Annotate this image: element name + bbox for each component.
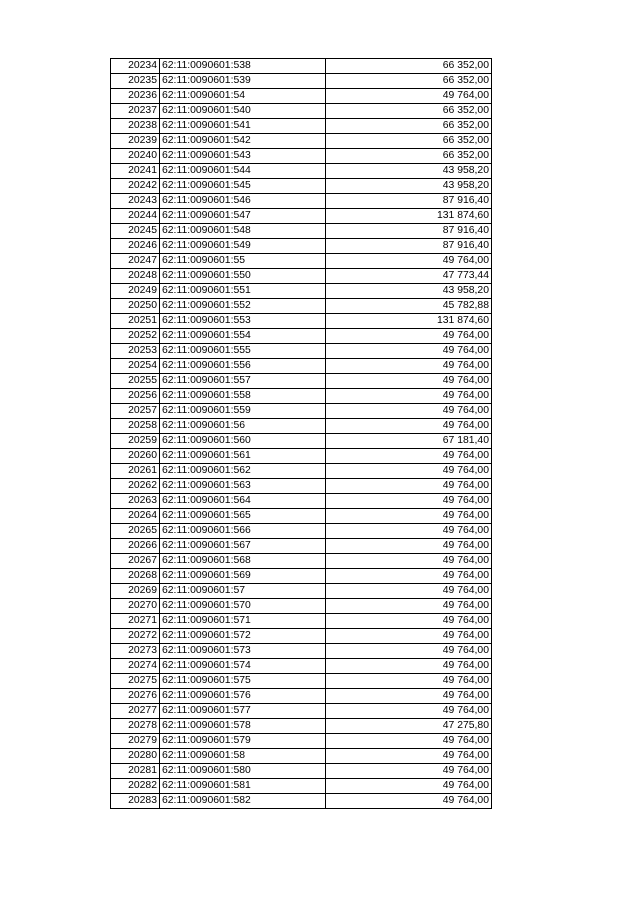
table-row xyxy=(111,254,492,269)
cadastral-number-cell: 62:11:0090601:544 xyxy=(160,164,326,179)
cadastral-number-cell: 62:11:0090601:573 xyxy=(160,644,326,659)
cadastral-number-cell: 62:11:0090601:558 xyxy=(160,389,326,404)
row-number-cell: 20239 xyxy=(111,134,160,149)
value-cell: 49 764,00 xyxy=(326,629,492,644)
cadastral-number-cell: 62:11:0090601:538 xyxy=(160,59,326,74)
table-row xyxy=(111,359,492,374)
value-cell: 43 958,20 xyxy=(326,179,492,194)
row-number-cell: 20250 xyxy=(111,299,160,314)
table-row xyxy=(111,299,492,314)
value-cell: 49 764,00 xyxy=(326,779,492,794)
value-cell: 49 764,00 xyxy=(326,464,492,479)
row-number-cell: 20259 xyxy=(111,434,160,449)
row-number-cell: 20238 xyxy=(111,119,160,134)
table-row xyxy=(111,479,492,494)
value-cell: 49 764,00 xyxy=(326,479,492,494)
cadastral-number-cell: 62:11:0090601:582 xyxy=(160,794,326,809)
value-cell: 45 782,88 xyxy=(326,299,492,314)
value-cell: 49 764,00 xyxy=(326,599,492,614)
table-row xyxy=(111,344,492,359)
table-row xyxy=(111,164,492,179)
value-cell: 49 764,00 xyxy=(326,494,492,509)
table-row xyxy=(111,209,492,224)
row-number-cell: 20248 xyxy=(111,269,160,284)
table-row xyxy=(111,104,492,119)
row-number-cell: 20273 xyxy=(111,644,160,659)
cadastral-number-cell: 62:11:0090601:580 xyxy=(160,764,326,779)
row-number-cell: 20266 xyxy=(111,539,160,554)
row-number-cell: 20263 xyxy=(111,494,160,509)
row-number-cell: 20245 xyxy=(111,224,160,239)
value-cell: 47 275,80 xyxy=(326,719,492,734)
row-number-cell: 20242 xyxy=(111,179,160,194)
value-cell: 49 764,00 xyxy=(326,749,492,764)
row-number-cell: 20234 xyxy=(111,59,160,74)
value-cell: 49 764,00 xyxy=(326,584,492,599)
cadastral-number-cell: 62:11:0090601:557 xyxy=(160,374,326,389)
value-cell: 66 352,00 xyxy=(326,104,492,119)
table-row xyxy=(111,59,492,74)
value-cell: 49 764,00 xyxy=(326,614,492,629)
row-number-cell: 20256 xyxy=(111,389,160,404)
table-row xyxy=(111,734,492,749)
table-row xyxy=(111,269,492,284)
value-cell: 67 181,40 xyxy=(326,434,492,449)
row-number-cell: 20279 xyxy=(111,734,160,749)
cadastral-number-cell: 62:11:0090601:566 xyxy=(160,524,326,539)
table-row xyxy=(111,719,492,734)
table-row xyxy=(111,194,492,209)
row-number-cell: 20275 xyxy=(111,674,160,689)
row-number-cell: 20249 xyxy=(111,284,160,299)
table-row xyxy=(111,134,492,149)
cadastral-number-cell: 62:11:0090601:541 xyxy=(160,119,326,134)
row-number-cell: 20283 xyxy=(111,794,160,809)
row-number-cell: 20247 xyxy=(111,254,160,269)
value-cell: 49 764,00 xyxy=(326,419,492,434)
value-cell: 49 764,00 xyxy=(326,359,492,374)
table-row xyxy=(111,524,492,539)
value-cell: 131 874,60 xyxy=(326,314,492,329)
value-cell: 49 764,00 xyxy=(326,644,492,659)
table-row xyxy=(111,629,492,644)
table-row xyxy=(111,569,492,584)
row-number-cell: 20261 xyxy=(111,464,160,479)
value-cell: 49 764,00 xyxy=(326,689,492,704)
value-cell: 49 764,00 xyxy=(326,254,492,269)
value-cell: 87 916,40 xyxy=(326,194,492,209)
cadastral-number-cell: 62:11:0090601:552 xyxy=(160,299,326,314)
table-body xyxy=(111,59,492,809)
row-number-cell: 20236 xyxy=(111,89,160,104)
row-number-cell: 20246 xyxy=(111,239,160,254)
value-cell: 49 764,00 xyxy=(326,389,492,404)
value-cell: 49 764,00 xyxy=(326,734,492,749)
value-cell: 49 764,00 xyxy=(326,374,492,389)
row-number-cell: 20253 xyxy=(111,344,160,359)
value-cell: 66 352,00 xyxy=(326,149,492,164)
cadastral-number-cell: 62:11:0090601:548 xyxy=(160,224,326,239)
value-cell: 49 764,00 xyxy=(326,509,492,524)
table-row xyxy=(111,659,492,674)
cadastral-number-cell: 62:11:0090601:568 xyxy=(160,554,326,569)
value-cell: 49 764,00 xyxy=(326,329,492,344)
row-number-cell: 20264 xyxy=(111,509,160,524)
value-cell: 43 958,20 xyxy=(326,164,492,179)
row-number-cell: 20269 xyxy=(111,584,160,599)
table-row xyxy=(111,509,492,524)
value-cell: 49 764,00 xyxy=(326,569,492,584)
value-cell: 87 916,40 xyxy=(326,239,492,254)
cadastral-number-cell: 62:11:0090601:550 xyxy=(160,269,326,284)
row-number-cell: 20258 xyxy=(111,419,160,434)
table-row xyxy=(111,404,492,419)
cadastral-number-cell: 62:11:0090601:567 xyxy=(160,539,326,554)
table-row xyxy=(111,374,492,389)
cadastral-number-cell: 62:11:0090601:563 xyxy=(160,479,326,494)
table-row xyxy=(111,794,492,809)
cadastral-number-cell: 62:11:0090601:570 xyxy=(160,599,326,614)
value-cell: 49 764,00 xyxy=(326,449,492,464)
table-row xyxy=(111,464,492,479)
row-number-cell: 20265 xyxy=(111,524,160,539)
value-cell: 66 352,00 xyxy=(326,74,492,89)
cadastral-number-cell: 62:11:0090601:578 xyxy=(160,719,326,734)
cadastral-number-cell: 62:11:0090601:540 xyxy=(160,104,326,119)
table-row xyxy=(111,179,492,194)
cadastral-number-cell: 62:11:0090601:553 xyxy=(160,314,326,329)
table-row xyxy=(111,749,492,764)
cadastral-number-cell: 62:11:0090601:564 xyxy=(160,494,326,509)
cadastral-number-cell: 62:11:0090601:547 xyxy=(160,209,326,224)
value-cell: 49 764,00 xyxy=(326,659,492,674)
value-cell: 131 874,60 xyxy=(326,209,492,224)
cadastral-number-cell: 62:11:0090601:561 xyxy=(160,449,326,464)
row-number-cell: 20252 xyxy=(111,329,160,344)
table-row xyxy=(111,599,492,614)
row-number-cell: 20267 xyxy=(111,554,160,569)
table-row xyxy=(111,644,492,659)
value-cell: 66 352,00 xyxy=(326,134,492,149)
row-number-cell: 20240 xyxy=(111,149,160,164)
table-row xyxy=(111,584,492,599)
cadastral-number-cell: 62:11:0090601:576 xyxy=(160,689,326,704)
table-row xyxy=(111,689,492,704)
cadastral-number-cell: 62:11:0090601:55 xyxy=(160,254,326,269)
table-row xyxy=(111,494,492,509)
table-row xyxy=(111,224,492,239)
cadastral-number-cell: 62:11:0090601:571 xyxy=(160,614,326,629)
table-row xyxy=(111,449,492,464)
cadastral-number-cell: 62:11:0090601:565 xyxy=(160,509,326,524)
table-row xyxy=(111,329,492,344)
cadastral-number-cell: 62:11:0090601:579 xyxy=(160,734,326,749)
value-cell: 49 764,00 xyxy=(326,89,492,104)
value-cell: 66 352,00 xyxy=(326,59,492,74)
row-number-cell: 20254 xyxy=(111,359,160,374)
cadastral-number-cell: 62:11:0090601:581 xyxy=(160,779,326,794)
table-row xyxy=(111,74,492,89)
row-number-cell: 20270 xyxy=(111,599,160,614)
table-row xyxy=(111,539,492,554)
table-row xyxy=(111,239,492,254)
table-row xyxy=(111,389,492,404)
table-row xyxy=(111,119,492,134)
row-number-cell: 20277 xyxy=(111,704,160,719)
cadastral-number-cell: 62:11:0090601:56 xyxy=(160,419,326,434)
cadastral-number-cell: 62:11:0090601:562 xyxy=(160,464,326,479)
table-row xyxy=(111,554,492,569)
value-cell: 49 764,00 xyxy=(326,404,492,419)
table-row xyxy=(111,704,492,719)
cadastral-number-cell: 62:11:0090601:54 xyxy=(160,89,326,104)
value-cell: 66 352,00 xyxy=(326,119,492,134)
cadastral-number-cell: 62:11:0090601:555 xyxy=(160,344,326,359)
value-cell: 49 764,00 xyxy=(326,554,492,569)
value-cell: 49 764,00 xyxy=(326,539,492,554)
row-number-cell: 20281 xyxy=(111,764,160,779)
table-row xyxy=(111,89,492,104)
row-number-cell: 20274 xyxy=(111,659,160,674)
value-cell: 43 958,20 xyxy=(326,284,492,299)
table-row xyxy=(111,764,492,779)
row-number-cell: 20276 xyxy=(111,689,160,704)
table-row xyxy=(111,419,492,434)
row-number-cell: 20243 xyxy=(111,194,160,209)
cadastral-number-cell: 62:11:0090601:546 xyxy=(160,194,326,209)
table-row xyxy=(111,674,492,689)
value-cell: 49 764,00 xyxy=(326,704,492,719)
cadastral-number-cell: 62:11:0090601:569 xyxy=(160,569,326,584)
table-row xyxy=(111,314,492,329)
value-cell: 49 764,00 xyxy=(326,524,492,539)
row-number-cell: 20272 xyxy=(111,629,160,644)
value-cell: 49 764,00 xyxy=(326,674,492,689)
cadastral-number-cell: 62:11:0090601:542 xyxy=(160,134,326,149)
row-number-cell: 20237 xyxy=(111,104,160,119)
cadastral-number-cell: 62:11:0090601:543 xyxy=(160,149,326,164)
cadastral-number-cell: 62:11:0090601:574 xyxy=(160,659,326,674)
table-row xyxy=(111,149,492,164)
row-number-cell: 20268 xyxy=(111,569,160,584)
row-number-cell: 20257 xyxy=(111,404,160,419)
row-number-cell: 20251 xyxy=(111,314,160,329)
cadastral-number-cell: 62:11:0090601:572 xyxy=(160,629,326,644)
value-cell: 49 764,00 xyxy=(326,794,492,809)
row-number-cell: 20241 xyxy=(111,164,160,179)
row-number-cell: 20235 xyxy=(111,74,160,89)
cadastral-number-cell: 62:11:0090601:58 xyxy=(160,749,326,764)
table-row xyxy=(111,434,492,449)
cadastral-number-cell: 62:11:0090601:551 xyxy=(160,284,326,299)
table-row xyxy=(111,614,492,629)
cadastral-number-cell: 62:11:0090601:539 xyxy=(160,74,326,89)
cadastral-number-cell: 62:11:0090601:560 xyxy=(160,434,326,449)
value-cell: 47 773,44 xyxy=(326,269,492,284)
value-cell: 49 764,00 xyxy=(326,764,492,779)
cadastral-number-cell: 62:11:0090601:577 xyxy=(160,704,326,719)
row-number-cell: 20282 xyxy=(111,779,160,794)
row-number-cell: 20260 xyxy=(111,449,160,464)
cadastral-number-cell: 62:11:0090601:57 xyxy=(160,584,326,599)
cadastral-number-cell: 62:11:0090601:549 xyxy=(160,239,326,254)
row-number-cell: 20255 xyxy=(111,374,160,389)
row-number-cell: 20280 xyxy=(111,749,160,764)
cadastral-number-cell: 62:11:0090601:575 xyxy=(160,674,326,689)
cadastral-value-table xyxy=(110,58,492,809)
value-cell: 87 916,40 xyxy=(326,224,492,239)
table-row xyxy=(111,284,492,299)
value-cell: 49 764,00 xyxy=(326,344,492,359)
row-number-cell: 20262 xyxy=(111,479,160,494)
row-number-cell: 20278 xyxy=(111,719,160,734)
row-number-cell: 20244 xyxy=(111,209,160,224)
cadastral-number-cell: 62:11:0090601:556 xyxy=(160,359,326,374)
row-number-cell: 20271 xyxy=(111,614,160,629)
cadastral-number-cell: 62:11:0090601:545 xyxy=(160,179,326,194)
table-row xyxy=(111,779,492,794)
cadastral-number-cell: 62:11:0090601:559 xyxy=(160,404,326,419)
cadastral-number-cell: 62:11:0090601:554 xyxy=(160,329,326,344)
